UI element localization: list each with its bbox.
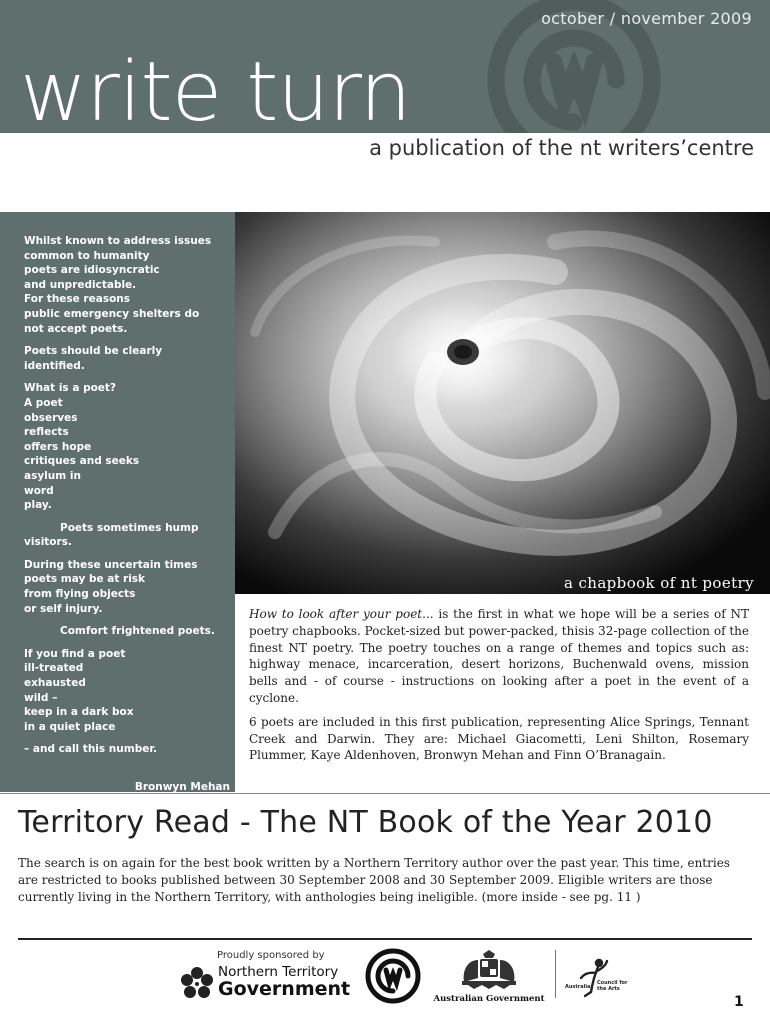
chapbook-paragraph (249, 606, 749, 707)
nt-gov-line1: Northern Territory (218, 964, 339, 980)
footer-divider (18, 938, 752, 940)
chapbook-paragraph: 6 poets are included in this first publication, representing Alice Springs, Tennant Creek and Darwin. They are: Michael Giacometti, Leni Shilton, Rosemary Plummer, Kaye Aldenhoven, Bronwyn Mehan and Finn O’Branagain. (249, 714, 749, 763)
poem-stanza: During these uncertain times poets may be at risk from flying objects or self injury. (24, 558, 198, 615)
cyclone-photo (235, 212, 770, 594)
dancer-figure-icon (579, 958, 609, 998)
logo-separator (555, 950, 556, 998)
poem-stanza: Comfort frightened poets. (60, 625, 215, 638)
poem-sidebar (0, 212, 235, 792)
poem-stanza: Whilst known to address issues common to humanity poets are idiosyncratic and unpredictable. For these reasons public emergency shelters do not accept poets. (24, 235, 212, 335)
australian-government-label: Australian Government (433, 994, 545, 1004)
poem-stanza: – and call this number. (24, 743, 157, 756)
cyclone-image (235, 212, 770, 594)
chapbook-article (249, 606, 749, 771)
nt-gov-line2: Government (218, 978, 351, 1000)
australian-government-logo (430, 948, 548, 1006)
photo-caption: a chapbook of nt poetry (563, 574, 754, 592)
page-number: 1 (734, 994, 744, 1010)
australia-council-label: Australia (565, 984, 591, 990)
issue-date: october / november 2009 (541, 9, 752, 28)
australia-council-logo (565, 958, 635, 1004)
masthead (0, 0, 770, 133)
section-divider (0, 793, 770, 794)
australia-council-sublabel: Council for the Arts (597, 980, 628, 992)
chapbook-text: is the first in what we hope will be a series of NT poetry chapbooks. Pocket-sized but power-packed, thisis 32-page collection of the finest NT poetry. The poetry touches on a range of themes and topics such as: highway menace, incarceration, desert horizons, Buchenwald ovens, mission bells and - of course - instructions on looking after a poet in the event of a cyclone. (249, 607, 749, 705)
book-title: How to look after your poet... (249, 607, 434, 621)
nt-government-logo (180, 964, 355, 1004)
publication-title: write turn (20, 45, 411, 133)
poem (24, 234, 230, 793)
poem-author: Bronwyn Mehan (134, 781, 230, 793)
sponsor-label: Proudly sponsored by (217, 950, 325, 961)
nt-flower-icon (180, 966, 214, 1002)
poem-stanza: Poets sometimes hump visitors. (24, 521, 199, 549)
writers-centre-spiral-icon (364, 946, 422, 1006)
poem-stanza: Poets should be clearly identified. (24, 345, 163, 372)
poem-stanza: If you find a poet ill-treated exhausted wild – keep in a dark box in a quiet place (24, 647, 134, 733)
territory-read-heading: Territory Read - The NT Book of the Year 2010 (18, 805, 713, 840)
publication-subtitle: a publication of the nt writers’centre (369, 136, 754, 160)
poem-stanza: What is a poet? A poet observes reflects offers hope critiques and seeks asylum in word play. (24, 382, 140, 512)
coat-of-arms-icon (454, 948, 524, 990)
territory-read-body: The search is on again for the best book written by a Northern Territory author over the past year. This time, entries are restricted to books published between 30 September 2008 and 30 September 2009. Eligible writers are those currently living in the Northern Territory, with anthologies being ineligible. (more inside - see pg. 11 ) (18, 856, 730, 904)
